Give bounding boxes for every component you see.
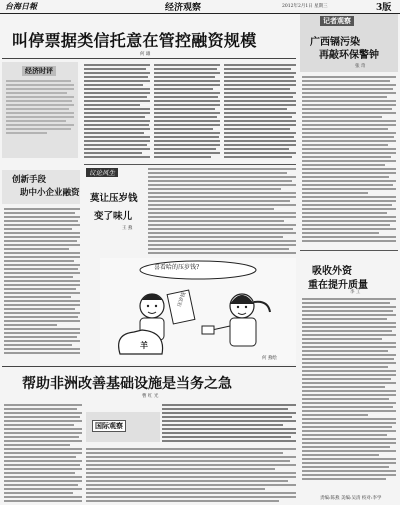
right-lower-divider xyxy=(300,250,398,251)
column-headline-line2: 变了味儿 xyxy=(94,211,133,222)
section-title: 经济观察 xyxy=(165,3,202,13)
main-article-col2 xyxy=(154,64,220,160)
bottom-rule xyxy=(2,366,296,367)
main-headline: 叫停票据类信托意在管控融资规模 xyxy=(12,31,257,50)
intl-observation-label: 国际观察 xyxy=(92,420,126,432)
main-article-col1 xyxy=(84,64,150,160)
footer-editors: 责编:陈燕 美编:吴清 校对:李学 xyxy=(320,496,382,501)
right-byline: 张 奇 xyxy=(355,64,366,69)
sidebar-headline-line1: 创新手段 xyxy=(12,175,47,185)
right-article-text xyxy=(302,76,396,246)
right-headline-line2: 再敲环保警钟 xyxy=(319,50,379,61)
right-lower-headline-line2: 重在提升质量 xyxy=(308,280,368,291)
commentary-label: 经济时评 xyxy=(22,66,56,76)
bottom-col2-bottom xyxy=(86,448,296,504)
reporter-observation-label: 记者观察 xyxy=(320,16,354,26)
bottom-headline: 帮助非洲改善基础设施是当务之急 xyxy=(22,376,232,392)
right-headline-line1: 广西镉污染 xyxy=(310,37,360,48)
column-divider xyxy=(84,164,296,165)
right-lower-byline: 李 工 xyxy=(350,290,361,295)
bottom-byline: 曹 红 光 xyxy=(142,394,159,399)
bottom-col2-top xyxy=(162,404,296,444)
column-body-text xyxy=(148,168,296,258)
page-number: 3版 xyxy=(376,3,392,13)
headline-rule xyxy=(2,58,296,59)
bottom-col1 xyxy=(4,404,82,504)
column-label: 议论风生 xyxy=(86,168,118,177)
column-headline-line1: 莫让压岁钱 xyxy=(90,193,138,204)
cartoon-tag-text: 压岁钱 xyxy=(176,291,188,308)
cartoon-illustration xyxy=(100,258,296,364)
sidebar-body-text xyxy=(4,208,80,358)
right-lower-headline-line1: 吸收外资 xyxy=(312,266,352,277)
main-byline: 何 雄 xyxy=(140,52,151,57)
paper-name: 台海日報 xyxy=(5,1,37,11)
commentary-text xyxy=(6,80,74,154)
issue-date: 2012年2月1日 星期三 xyxy=(282,4,328,9)
main-article-col3 xyxy=(224,64,296,160)
column-byline: 王 燕 xyxy=(122,226,133,231)
cartoon-speech-text: 喜看哈的压岁钱? xyxy=(154,264,200,271)
cartoon-bag-symbol: 羊 xyxy=(140,340,148,350)
cartoon-credit: 何 燕绘 xyxy=(262,356,277,361)
right-lower-text xyxy=(302,298,396,484)
sidebar-headline-line2: 助中小企业融资 xyxy=(20,188,80,198)
